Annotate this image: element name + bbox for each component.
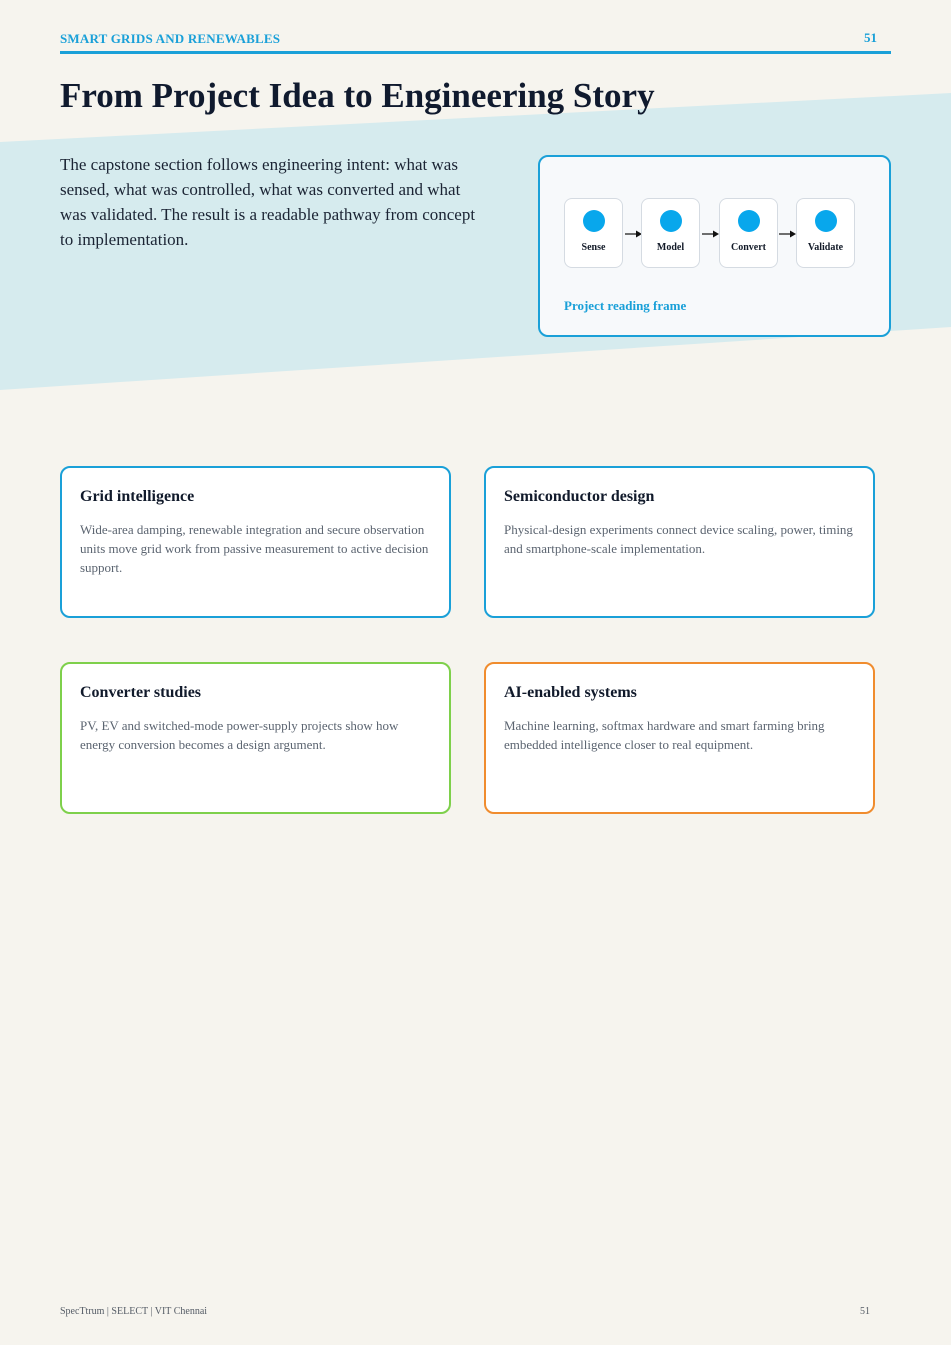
step-label: Sense	[581, 242, 606, 253]
card-converter-studies	[60, 662, 451, 814]
section-title: SMART GRIDS AND RENEWABLES	[60, 31, 281, 46]
page-title: From Project Idea to Engineering Story	[60, 76, 655, 115]
arrow-right-icon	[779, 230, 796, 238]
card-title: Semiconductor design	[504, 488, 655, 505]
card-body: Wide-area damping, renewable integration and secure observation units move grid work from passive measurement to active decision support.	[80, 522, 429, 575]
step-dot-icon	[583, 210, 605, 232]
step-label: Validate	[807, 242, 844, 253]
step-label: Model	[656, 242, 685, 253]
card-body: PV, EV and switched-mode power-supply projects show how energy conversion becomes a design argument.	[80, 718, 399, 752]
footer-page-number: 51	[860, 1306, 870, 1317]
frame-caption: Project reading frame	[564, 298, 687, 313]
intro-paragraph: The capstone section follows engineering intent: what was sensed, what was controlled, what was converted and what was validated. The result is a readable pathway from concept to implementation.	[60, 155, 476, 249]
project-reading-frame	[538, 155, 891, 337]
step-dot-icon	[738, 210, 760, 232]
step-dot-icon	[660, 210, 682, 232]
card-grid-intelligence	[60, 466, 451, 618]
card-semiconductor-design	[484, 466, 875, 618]
card-body: Physical-design experiments connect device scaling, power, timing and smartphone-scale implementation.	[504, 522, 853, 556]
card-title: AI-enabled systems	[504, 684, 637, 701]
step-validate	[796, 198, 855, 268]
running-header	[60, 29, 891, 54]
step-model	[641, 198, 700, 268]
arrow-right-icon	[625, 230, 642, 238]
header-page-number: 51	[864, 30, 877, 45]
footer-credit: SpecTtrum | SELECT | VIT Chennai	[60, 1306, 208, 1317]
card-title: Grid intelligence	[80, 488, 195, 505]
step-convert	[719, 198, 778, 268]
arrow-right-icon	[702, 230, 719, 238]
card-body: Machine learning, softmax hardware and smart farming bring embedded intelligence closer to real equipment.	[504, 718, 825, 752]
card-title: Converter studies	[80, 684, 202, 701]
step-label: Convert	[731, 242, 766, 253]
step-dot-icon	[815, 210, 837, 232]
card-ai-enabled-systems	[484, 662, 875, 814]
step-sense	[564, 198, 623, 268]
